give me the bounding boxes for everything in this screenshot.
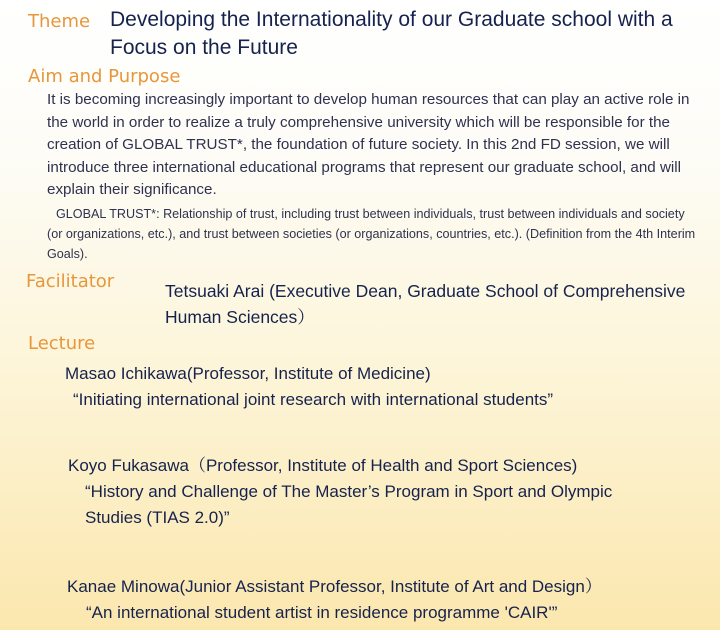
lecture-item [65,361,715,413]
facilitator-text: Tetsuaki Arai (Executive Dean, Graduate School of Comprehensive Human Sciences） [165,281,686,327]
aim-label: Aim and Purpose [28,66,181,87]
global-trust-note: GLOBAL TRUST*: Relationship of trust, including trust between individuals, trust between individuals and society (or organizations, etc.), and trust between societies (or organizations, countries, etc.). (Definition from the 4th Interim Goals). [47,207,696,261]
lecture-speaker: Koyo Fukasawa（Professor, Institute of Health and Sport Sciences) [68,456,578,475]
facilitator-label: Facilitator [26,271,115,292]
lecture-title: “History and Challenge of The Master’s Program in Sport and Olympic Studies (TIAS 2.0)” [85,482,613,527]
theme-text: Developing the Internationality of our Graduate school with a Focus on the Future [110,8,673,59]
lecture-speaker: Masao Ichikawa(Professor, Institute of Medicine) [65,364,431,383]
theme-label: Theme [28,11,91,32]
lecture-item [67,574,717,626]
lecture-speaker: Kanae Minowa(Junior Assistant Professor, Institute of Art and Design） [67,577,602,596]
lecture-title: “An international student artist in residence programme 'CAIR'” [86,603,558,622]
lecture-title: “Initiating international joint research with international students” [73,390,554,409]
lecture-item [68,453,648,531]
aim-text: It is becoming increasingly important to develop human resources that can play an active role in the world in order to realize a truly comprehensive university which will be responsible for the creation of GLOBAL TRUST*, the foundation of future society. In this 2nd FD session, we will introduce three international educational programs that represent our graduate school, and will explain their significance. [47,91,690,198]
lecture-label: Lecture [28,333,96,354]
